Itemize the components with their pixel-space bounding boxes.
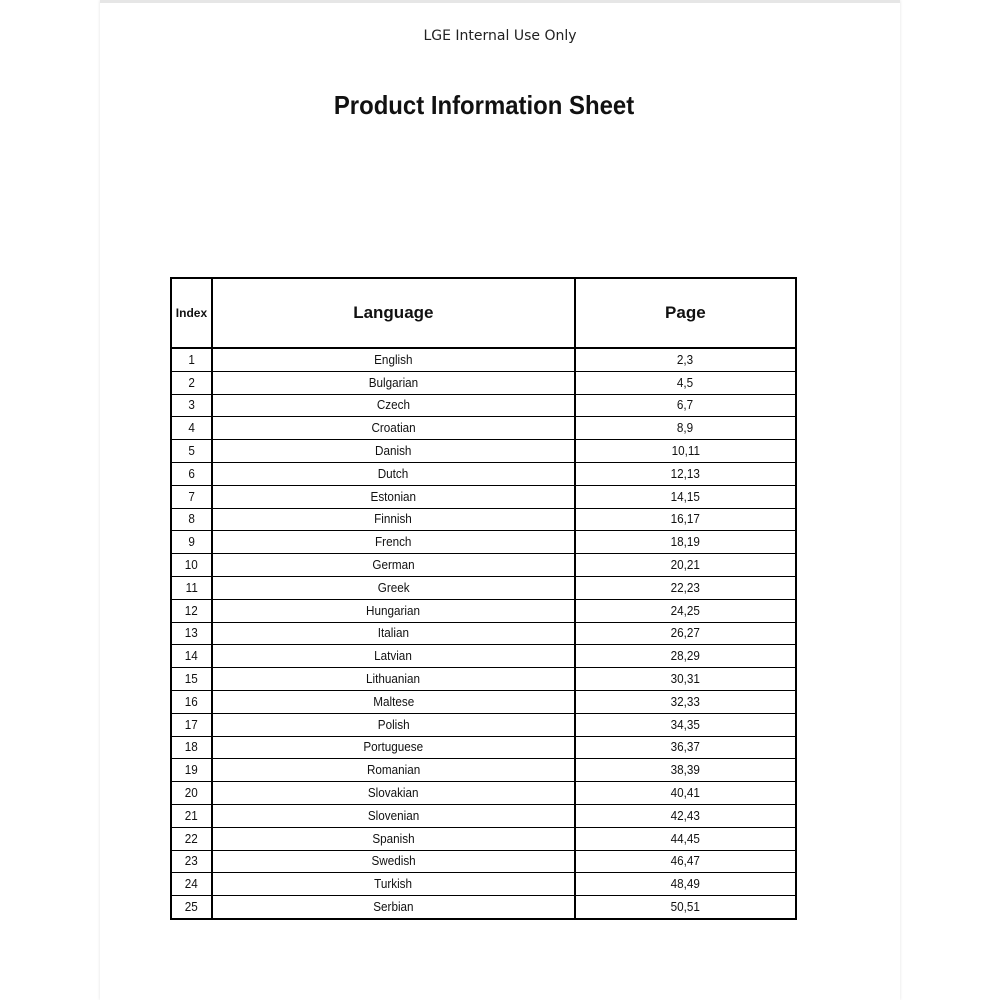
- cell-page-text: 48,49: [670, 876, 701, 892]
- table-body: [171, 348, 796, 919]
- cell-page: [575, 508, 796, 531]
- cell-language-text: Estonian: [370, 488, 417, 504]
- cell-language: [212, 417, 575, 440]
- cell-language: [212, 896, 575, 919]
- cell-language-text: Portuguese: [363, 739, 424, 755]
- cell-index: [171, 622, 212, 645]
- cell-page-text: 46,47: [670, 853, 701, 869]
- language-table: [170, 277, 797, 920]
- cell-page: [575, 348, 796, 371]
- table-row: [171, 485, 796, 508]
- cell-language-text: Danish: [375, 443, 412, 459]
- cell-language: [212, 599, 575, 622]
- table-row: [171, 622, 796, 645]
- cell-index: [171, 394, 212, 417]
- cell-page-text: 32,33: [670, 693, 701, 709]
- cell-language: [212, 782, 575, 805]
- cell-page: [575, 736, 796, 759]
- cell-index-text: 3: [188, 397, 195, 413]
- cell-index: [171, 690, 212, 713]
- cell-page-text: 44,45: [670, 830, 701, 846]
- cell-language-text: Dutch: [378, 465, 409, 481]
- cell-language-text: German: [372, 557, 415, 573]
- cell-page-text: 30,31: [670, 671, 701, 687]
- cell-language: [212, 371, 575, 394]
- cell-language: [212, 827, 575, 850]
- table-row: [171, 508, 796, 531]
- cell-index: [171, 645, 212, 668]
- cell-language-text: Greek: [377, 579, 410, 595]
- cell-page-text: 6,7: [677, 397, 694, 413]
- cell-page: [575, 782, 796, 805]
- cell-language: [212, 804, 575, 827]
- cell-index: [171, 713, 212, 736]
- cell-index-text: 6: [188, 465, 195, 481]
- cell-language: [212, 850, 575, 873]
- cell-page: [575, 759, 796, 782]
- cell-page-text: 36,37: [670, 739, 701, 755]
- cell-page-text: 50,51: [670, 899, 701, 915]
- cell-index: [171, 440, 212, 463]
- cell-index-text: 13: [184, 625, 198, 641]
- cell-page: [575, 713, 796, 736]
- table-row: [171, 371, 796, 394]
- cell-index-text: 19: [184, 762, 198, 778]
- cell-language: [212, 873, 575, 896]
- cell-language: [212, 348, 575, 371]
- table-row: [171, 804, 796, 827]
- cell-language-text: Romanian: [366, 762, 421, 778]
- cell-language-text: Slovenian: [367, 807, 420, 823]
- cell-index: [171, 485, 212, 508]
- table-row: [171, 736, 796, 759]
- cell-language: [212, 622, 575, 645]
- cell-page-text: 10,11: [671, 443, 700, 459]
- cell-index: [171, 736, 212, 759]
- cell-language-text: Maltese: [372, 693, 414, 709]
- cell-index: [171, 827, 212, 850]
- cell-page-text: 28,29: [670, 648, 701, 664]
- cell-index-text: 4: [188, 420, 195, 436]
- cell-index-text: 23: [184, 853, 198, 869]
- cell-index-text: 21: [184, 807, 198, 823]
- cell-language: [212, 554, 575, 577]
- cell-language: [212, 668, 575, 691]
- cell-index-text: 22: [184, 830, 198, 846]
- cell-language-text: Spanish: [372, 830, 415, 846]
- cell-language-text: Latvian: [374, 648, 413, 664]
- cell-index-text: 7: [188, 488, 195, 504]
- cell-language: [212, 690, 575, 713]
- cell-page: [575, 531, 796, 554]
- cell-page: [575, 622, 796, 645]
- cell-index-text: 15: [184, 671, 198, 687]
- cell-language: [212, 759, 575, 782]
- cell-index: [171, 599, 212, 622]
- cell-index: [171, 371, 212, 394]
- cell-page: [575, 690, 796, 713]
- cell-index-text: 18: [184, 739, 198, 755]
- column-header-index: Index: [171, 278, 212, 348]
- cell-page: [575, 804, 796, 827]
- cell-language-text: Croatian: [371, 420, 416, 436]
- cell-language-text: Lithuanian: [366, 671, 421, 687]
- cell-language-text: Bulgarian: [368, 374, 419, 390]
- cell-language: [212, 394, 575, 417]
- cell-language-text: Slovakian: [367, 785, 419, 801]
- cell-page-text: 22,23: [670, 579, 701, 595]
- cell-index-text: 14: [184, 648, 198, 664]
- cell-index-text: 9: [188, 534, 195, 550]
- cell-index-text: 12: [184, 602, 198, 618]
- cell-index: [171, 576, 212, 599]
- cell-page-text: 40,41: [670, 785, 701, 801]
- header-note: LGE Internal Use Only: [423, 28, 577, 44]
- table-row: [171, 440, 796, 463]
- table-header-row: [171, 278, 796, 348]
- cell-page-text: 20,21: [670, 557, 701, 573]
- cell-language: [212, 462, 575, 485]
- cell-index: [171, 759, 212, 782]
- cell-page-text: 2,3: [677, 351, 694, 367]
- cell-page-text: 18,19: [670, 534, 701, 550]
- table-row: [171, 645, 796, 668]
- table-row: [171, 668, 796, 691]
- cell-page-text: 38,39: [670, 762, 701, 778]
- page-edge: [100, 0, 900, 3]
- cell-page-text: 12,13: [670, 465, 701, 481]
- cell-page: [575, 873, 796, 896]
- cell-page: [575, 668, 796, 691]
- cell-index-text: 5: [188, 443, 195, 459]
- column-header-page: Page: [575, 278, 796, 348]
- cell-language-text: Serbian: [373, 899, 414, 915]
- cell-language: [212, 736, 575, 759]
- cell-language-text: English: [374, 351, 413, 367]
- cell-index-text: 20: [184, 785, 198, 801]
- cell-page-text: 34,35: [670, 716, 701, 732]
- table-row: [171, 417, 796, 440]
- cell-page-text: 14,15: [670, 488, 701, 504]
- cell-index: [171, 417, 212, 440]
- cell-page: [575, 850, 796, 873]
- cell-page: [575, 440, 796, 463]
- cell-page: [575, 371, 796, 394]
- cell-index: [171, 531, 212, 554]
- table-row: [171, 873, 796, 896]
- cell-page: [575, 599, 796, 622]
- cell-language: [212, 485, 575, 508]
- cell-index: [171, 668, 212, 691]
- cell-index: [171, 873, 212, 896]
- table-row: [171, 599, 796, 622]
- cell-language: [212, 440, 575, 463]
- cell-index-text: 8: [188, 511, 195, 527]
- cell-index-text: 24: [184, 876, 198, 892]
- cell-page: [575, 417, 796, 440]
- cell-index-text: 10: [184, 557, 198, 573]
- cell-page: [575, 576, 796, 599]
- table-row: [171, 531, 796, 554]
- cell-language-text: Italian: [377, 625, 409, 641]
- cell-page-text: 26,27: [670, 625, 701, 641]
- table-row: [171, 827, 796, 850]
- table-row: [171, 759, 796, 782]
- cell-page-text: 4,5: [677, 374, 694, 390]
- cell-language: [212, 531, 575, 554]
- page-title: Product Information Sheet: [333, 90, 635, 120]
- cell-index: [171, 508, 212, 531]
- table-row: [171, 713, 796, 736]
- cell-index: [171, 782, 212, 805]
- cell-index-text: 25: [184, 899, 198, 915]
- cell-page: [575, 394, 796, 417]
- cell-language-text: Turkish: [374, 876, 413, 892]
- cell-language-text: Polish: [377, 716, 410, 732]
- table-row: [171, 850, 796, 873]
- cell-index-text: 2: [188, 374, 195, 390]
- cell-index: [171, 850, 212, 873]
- cell-language-text: Czech: [376, 397, 410, 413]
- cell-language: [212, 645, 575, 668]
- cell-index-text: 17: [184, 716, 198, 732]
- cell-language-text: Finnish: [374, 511, 413, 527]
- cell-page: [575, 462, 796, 485]
- cell-page: [575, 645, 796, 668]
- cell-index: [171, 804, 212, 827]
- cell-page: [575, 485, 796, 508]
- table-row: [171, 576, 796, 599]
- cell-index: [171, 554, 212, 577]
- cell-language: [212, 713, 575, 736]
- table-row: [171, 554, 796, 577]
- cell-page-text: 42,43: [670, 807, 701, 823]
- cell-language-text: Hungarian: [366, 602, 421, 618]
- cell-index-text: 1: [188, 351, 195, 367]
- cell-index: [171, 348, 212, 371]
- cell-page: [575, 554, 796, 577]
- cell-index: [171, 462, 212, 485]
- cell-page-text: 8,9: [677, 420, 694, 436]
- table-row: [171, 782, 796, 805]
- cell-index: [171, 896, 212, 919]
- cell-page-text: 16,17: [670, 511, 701, 527]
- cell-language-text: Swedish: [371, 853, 416, 869]
- cell-page-text: 24,25: [670, 602, 701, 618]
- cell-page: [575, 827, 796, 850]
- cell-index-text: 11: [185, 579, 198, 595]
- cell-language-text: French: [375, 534, 412, 550]
- cell-page: [575, 896, 796, 919]
- cell-index-text: 16: [184, 693, 198, 709]
- table-row: [171, 348, 796, 371]
- cell-language: [212, 508, 575, 531]
- table-row: [171, 394, 796, 417]
- table-row: [171, 690, 796, 713]
- table-row: [171, 462, 796, 485]
- cell-language: [212, 576, 575, 599]
- column-header-language: Language: [212, 278, 575, 348]
- table-row: [171, 896, 796, 919]
